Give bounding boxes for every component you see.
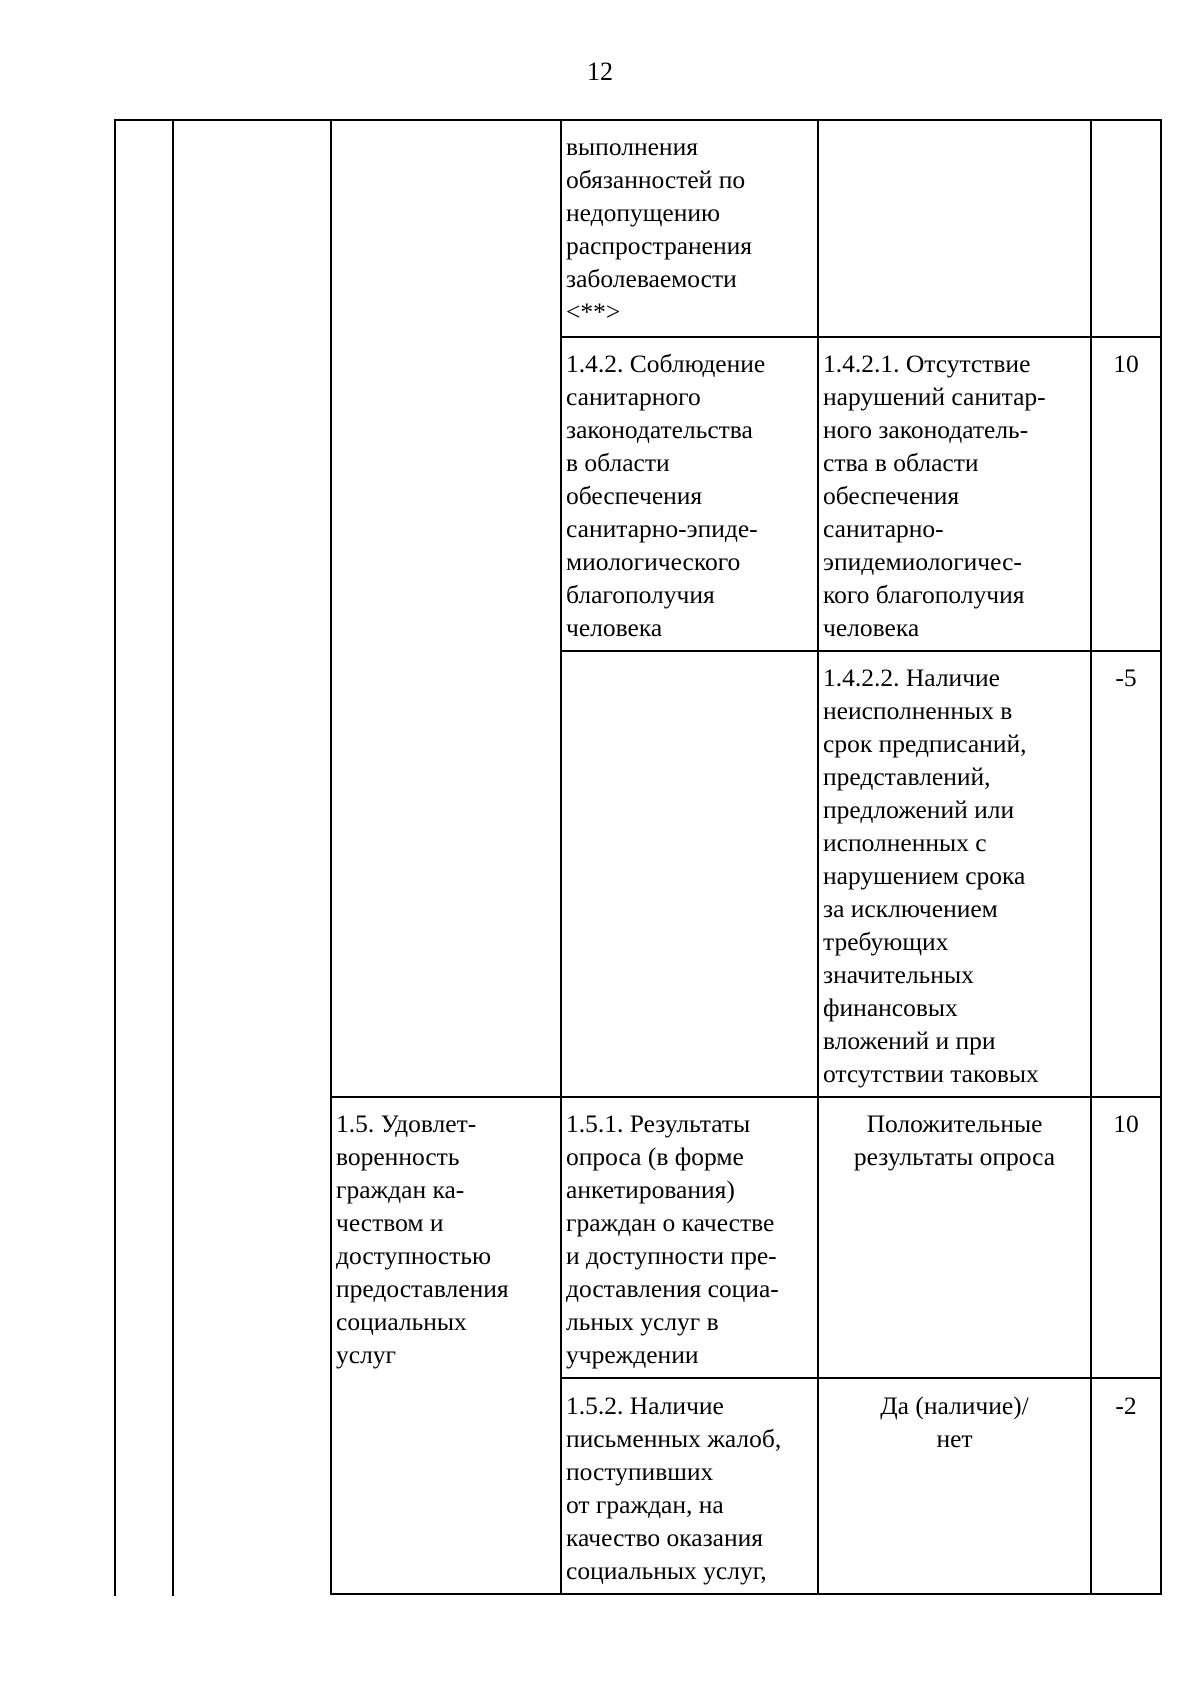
cell-r4-category: 1.5. Удовлет- воренность граждан ка- чеством и доступностью предоставления социальных услуг — [336, 1109, 509, 1369]
table-border-row4-bottom — [560, 1377, 1162, 1379]
cell-r4-indicator: Положительные результаты опроса — [853, 1109, 1056, 1171]
cell-r1-criterion-continued: выполнения обязанностей по недопущению распространения заболеваемости <**> — [566, 132, 752, 326]
table-border-col3-left — [330, 120, 332, 1594]
cell-r2-indicator: 1.4.2.1. Отсутствие нарушений санитар- ного законодатель- ства в области обеспечения санитарно- эпидемиологичес- кого благополучия человека — [823, 349, 1046, 642]
table-border-col4-left — [560, 120, 562, 1594]
cell-r3-indicator: 1.4.2.2. Наличие неисполненных в срок предписаний, представлений, предложений или исполненных с нарушением срока за исключением требующих значительных финансовых вложений и при отсутствии таковых — [823, 663, 1039, 1088]
table-border-col2-left — [172, 120, 174, 1596]
cell-r3-score: -5 — [1115, 663, 1137, 692]
table-border-top — [114, 119, 1162, 121]
table-border-bottom — [330, 1593, 1162, 1595]
table-border-right — [1160, 120, 1162, 1594]
table-border-row1-bottom — [560, 336, 1162, 338]
table-border-row3-bottom — [330, 1096, 1162, 1098]
cell-r5-indicator: Да (наличие)/ нет — [880, 1391, 1029, 1453]
table-border-col5-left — [817, 120, 819, 1594]
cell-r2-criterion: 1.4.2. Соблюдение санитарного законодательства в области обеспечения санитарно-эпиде- миологического благополучия человека — [566, 349, 766, 642]
table-border-row2-bottom — [560, 650, 1162, 652]
table-border-col6-left — [1090, 120, 1092, 1594]
table-border-col1-left — [114, 120, 116, 1596]
cell-r2-score: 10 — [1113, 349, 1139, 378]
cell-r5-criterion: 1.5.2. Наличие письменных жалоб, поступивших от граждан, на качество оказания социальных услуг, — [566, 1391, 782, 1585]
page-number: 12 — [587, 57, 613, 86]
cell-r5-score: -2 — [1115, 1391, 1137, 1420]
cell-r4-score: 10 — [1113, 1109, 1139, 1138]
cell-r4-criterion: 1.5.1. Результаты опроса (в форме анкетирования) граждан о качестве и доступности пре- доставления социа- льных услуг в учреждении — [566, 1109, 779, 1369]
